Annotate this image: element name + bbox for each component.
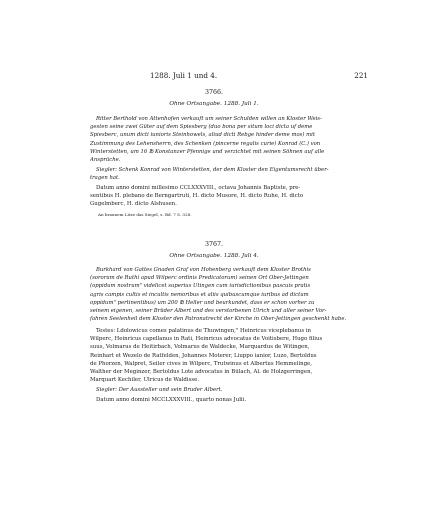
- page-number: 221: [354, 71, 368, 80]
- regest-3766: [90, 115, 356, 164]
- regest-line: Spiesberc, unum dicti iunioris Steinhowels, aliud dicti Rebge hinder deme mos) mit: [90, 132, 315, 139]
- regest-line: Burkhard von Gattes Gnaden Graf von Hohenberg verkauft dem Kloster Brothis: [96, 267, 311, 273]
- regest-line: seinem eigenen, seiner Brüder Albert und des verstorbenen Ulrich und aller seiner Vor-: [90, 308, 327, 315]
- place-date-3767: Ohne Ortsangabe. 1288. Juli 4.: [169, 253, 259, 259]
- testes-3767: [90, 327, 356, 384]
- regest-line: Ansprüche.: [90, 157, 121, 164]
- regest-line: agris campis cultis et incultis nemoribus et aliis quibuscumque iuribus ad dictum: [90, 291, 309, 298]
- sealer-3766: [90, 166, 356, 182]
- datum-line: Gugelmberc, H. dicto Alshusen.: [90, 201, 177, 208]
- datum-line: sentibus H. plebano de Berngartruti, H. dicto Musore, H. dicto Ruhe, H. dicto: [90, 193, 304, 200]
- document-number-3766: 3766.: [204, 89, 224, 96]
- regest-line: oppidum" pertinentibus) um 200 ℔ Heller und beurkundet, dass er schon vorher zu: [90, 299, 315, 306]
- testes-line: Reinhart et Wezelo de Ratfelden, Johannes Moterer, Liuppo ianior, Luzo, Bertoldus: [90, 352, 317, 359]
- testes-line: Testes: Ldolowicus comes palatinus de Thuwingen," Heinricus viceplebanus in: [96, 328, 312, 334]
- regest-line: (sororum de Ruthi apud Wilperc ordinis Predicatorum) seinen Ort Ober-Jettingen: [90, 275, 309, 282]
- sealer-3767: [90, 386, 356, 394]
- testes-line: Walther der Meginzer, Bertoldus Lote advocatus in Bülach, Al. de Holzgerringen,: [90, 369, 313, 376]
- place-date-3766: Ohne Ortsangabe. 1288. Juli 1.: [169, 101, 259, 107]
- regest-line: (oppidum nostrum" videlicet superius Utingen cum iurisdictionibus pascuis pratis: [90, 283, 311, 290]
- header-title: 1288. Juli 1 und 4.: [150, 71, 218, 80]
- testes-line: Wilperc, Heinricus capellanus in Rati, Heinricus advocatus de Voitisbere, Hugo filius: [90, 336, 323, 343]
- regest-line: Ritter Berthold von Attenhofen verkauft um seiner Schulden willen an Kloster Weis-: [96, 116, 322, 122]
- document-number-3767: 3767.: [204, 241, 224, 248]
- datum-3766: [90, 184, 356, 209]
- testes-line: Marquart Kechiler, Ulricus de Waldisse.: [90, 377, 200, 384]
- datum-3767: [90, 396, 356, 404]
- testes-line: de Phorzen, Walpret, Seiler cives in Wilperc, Trutwinus et Albertus Hemmelinge,: [90, 360, 312, 367]
- datum-line: Datum anno domini MCCLXXXVIII., quarto nonas Julii.: [96, 397, 247, 403]
- sealer-line: Siegler: Schenk Konrad von Winterstetten, der dem Kloster den Eigentumsrecht über-: [96, 167, 329, 173]
- datum-line: Datum anno domini millesimo CCLXXXVIII., octava Johannis Baptiste, pre-: [96, 185, 301, 191]
- testes-line: suus, Volmarus de Heitirbach, Volmarus de Waldecke, Marquardus de Witingen,: [90, 344, 310, 351]
- regest-line: fahren Seelenheil dem Kloster den Patronatrecht der Kirche in Ober-Jettingen geschenkt habe.: [90, 316, 347, 323]
- regest-line: Zustimmung des Lehensherrn, des Schenken (pincerne regalis curie) Konrad (C.) von: [90, 140, 321, 147]
- sealer-line: tragen hat.: [90, 175, 120, 182]
- sealer-line: Siegler: Der Aussteller und sein Bruder Albert.: [96, 387, 223, 393]
- regest-3767: [90, 266, 356, 323]
- regest-line: Winterstetten, um 16 ℔ Konstanzer Pfennige und verzichtet mit seinen Söhnen auf alle: [90, 148, 325, 155]
- seal-note-3766: An braunem Litze das Siegel, s. Bd. 7 S. 328.: [98, 212, 192, 217]
- regest-line: gesten seine zwei Güter auf dem Spiesberg (duo bona per situm loci dicta uf deme: [90, 124, 313, 131]
- running-head: [60, 70, 368, 82]
